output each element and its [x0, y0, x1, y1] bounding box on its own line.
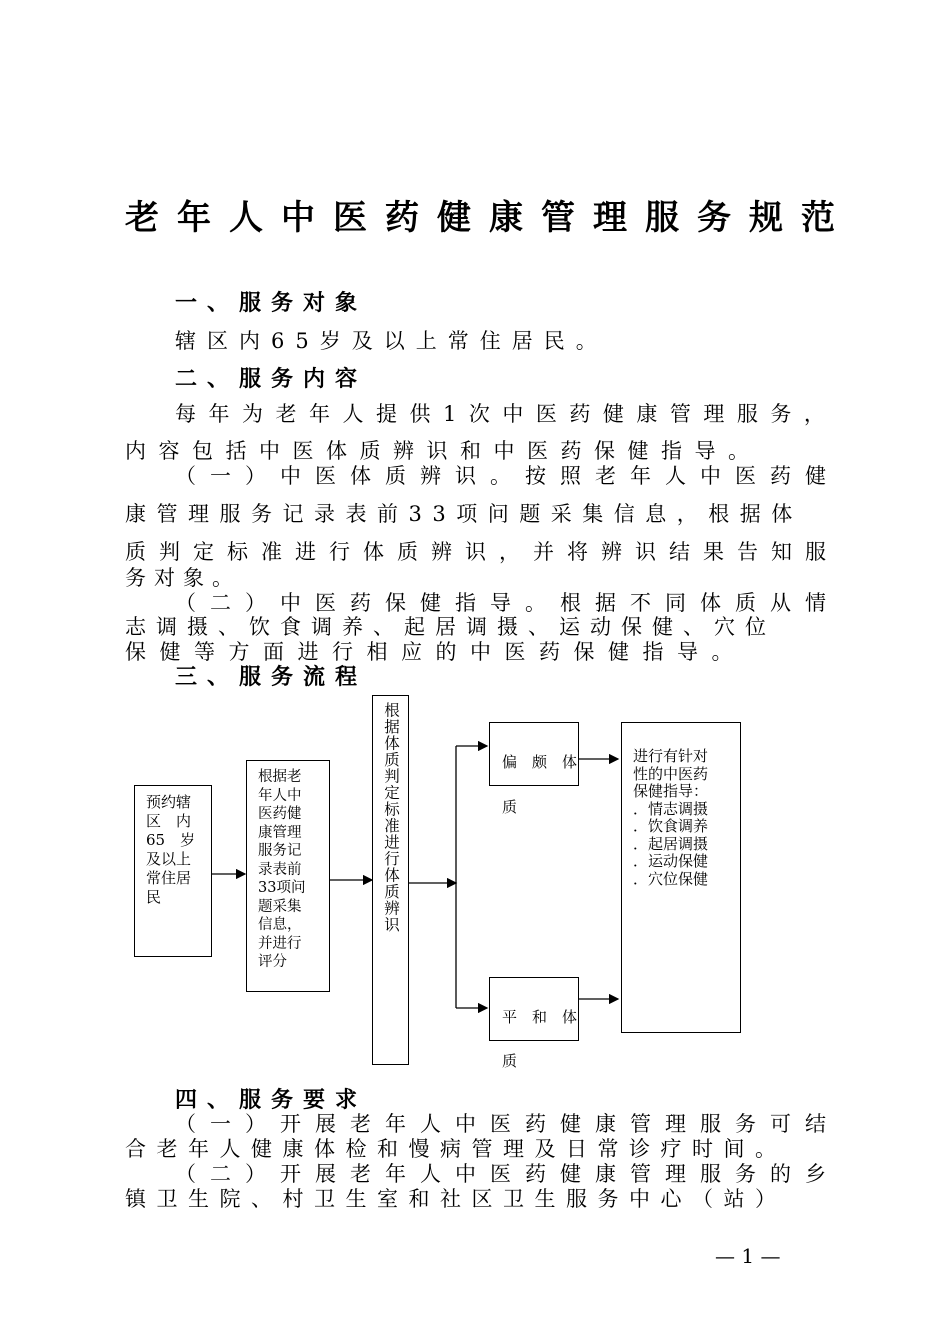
section-1-heading: 一、服务对象 [175, 290, 368, 316]
section-4-line: 合老年人健康体检和慢病管理及日常诊疗时间。 [125, 1137, 787, 1161]
section-4-line: （一）开展老年人中医药健康管理服务可结 [175, 1112, 840, 1136]
section-2-heading: 二、服务内容 [175, 366, 368, 392]
flow-box-collect-text: 根据老 年人中 医药健 康管理 服务记 录表前 33项问 题采集 信息， 并进行 评分 [258, 769, 306, 970]
section-2-line: 务对象。 [125, 566, 241, 590]
section-2-line: （一）中医体质辨识。按照老年人中医药健 [175, 464, 840, 488]
section-2-line: （二）中医药保健指导。根据不同体质从情 [175, 591, 840, 615]
flow-box-biased-label: 偏 颇 体 [502, 753, 578, 771]
page-number: — 1 — [715, 1244, 781, 1268]
section-2-line: 志调摄、饮食调养、起居调摄、运动保健、穴位 [125, 615, 776, 639]
section-4-line: 镇卫生院、村卫生室和社区卫生服务中心（站） [125, 1187, 787, 1211]
flow-box-guidance-text: 进行有针对 性的中医药 保健指导： ．情志调摄 ．饮食调养 ．起居调摄 ．运动保健 ．穴位保健 [633, 747, 709, 888]
flow-box-identify-text: 根据体质判定标准进行体质辨识 [382, 702, 400, 933]
section-2-line: 保健等方面进行相应的中医药保健指导。 [125, 640, 746, 664]
flow-box-biased-label-2: 质 [502, 798, 518, 816]
section-2-line: 质判定标准进行体质辨识，并将辨识结果告知服 [125, 540, 839, 564]
section-2-line: 内容包括中医体质辨识和中医药保健指导。 [125, 439, 762, 463]
section-4-heading: 四、服务要求 [175, 1087, 368, 1113]
section-3-heading: 三、服务流程 [175, 664, 368, 690]
section-2-line: 康管理服务记录表前33项问题采集信息，根据体 [125, 502, 803, 526]
flow-box-balanced-label: 平 和 体 [502, 1008, 578, 1026]
section-1-text: 辖区内65岁及以上常住居民。 [175, 329, 608, 353]
flow-box-target-text: 预约辖 区 内 65 岁 及以上 常住居 民 [146, 793, 196, 906]
section-4-line: （二）开展老年人中医药健康管理服务的乡 [175, 1162, 840, 1186]
section-2-line: 每年为老年人提供1次中医药健康管理服务， [175, 402, 838, 426]
flow-box-balanced-label-2: 质 [502, 1052, 518, 1070]
page-title: 老年人中医药健康管理服务规范 [125, 198, 853, 238]
